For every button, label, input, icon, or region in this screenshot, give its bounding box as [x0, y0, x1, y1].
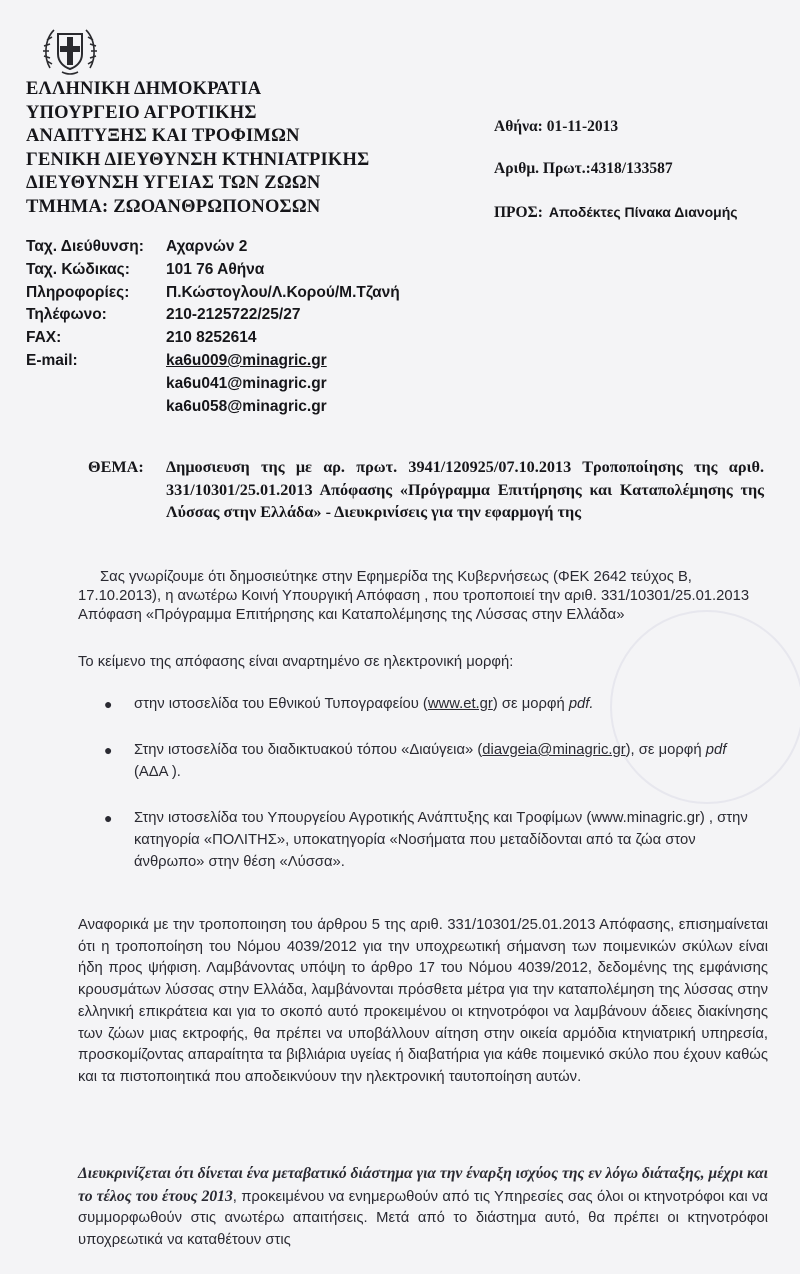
bullet-icon: ● — [104, 696, 113, 712]
transition-rest: , προκειμένου να ενημερωθούν από τις Υπηρεσίες σας όλοι οι κτηνοτρόφοι και να συμμορφωθούν στις ανωτέρω απαιτήσεις. Μετά από το διάστημα αυτό, θα πρέπει οι κτηνοτρόφοι υποχρεωτικά να καταθέτουν στις — [78, 1188, 768, 1249]
phone-value: 210-2125722/25/27 — [166, 306, 301, 324]
paragraph-availability: Το κείμενο της απόφασης είναι αναρτημένο σε ηλεκτρονική μορφή: — [78, 654, 514, 670]
fax-value: 210 8252614 — [166, 329, 257, 347]
postcode-value: 101 76 Αθήνα — [166, 260, 265, 278]
email-row-3 — [26, 396, 400, 419]
list-item: ● Στην ιστοσελίδα του διαδικτυακού τόπου «Διαύγεια» (diavgeia@minagric.gr), σε μορφή pdf (ΑΔΑ ). — [98, 739, 758, 783]
paragraph-transition — [78, 1163, 768, 1252]
header-line-2: ΥΠΟΥΡΓΕΙΟ ΑΓΡΟΤΙΚΗΣ — [26, 102, 257, 123]
phone-row — [26, 304, 400, 327]
subject-text: Δημοσιευση της με αρ. πρωτ. 3941/120925/07.10.2013 Τροποποίησης της αριθ. 331/10301/25.01.2013 Απόφασης «Πρόγραμμα Επιτήρησης και Καταπολέμησης της Λύσσας στην Ελλάδα» - Διευκρινίσεις για την εφαρμογή της — [166, 458, 764, 521]
address-value: Αχαρνών 2 — [166, 238, 248, 255]
subject-label: ΘΕΜΑ: — [88, 458, 144, 476]
paragraph-amendment: Αναφορικά με την τροποποιηση του άρθρου 5 της αριθ. 331/10301/25.01.2013 Απόφασης, επισημαίνεται ότι η τροποποίηση του Νόμου 4039/2012 για την υποχρεωτική σήμανση των ποιμενικών σκύλων είναι ήδη προς ψήφιση. Λαμβάνοντας υπόψη το άρθρο 17 του Νόμου 4039/2012, δεδομένης της εμφάνισης κρουσμάτων λύσσας στην Ελλάδα, λαμβάνονται πρόσθετα μέτρα για την καταπολέμηση της λύσσας στην ελληνική επικράτεια και για το σκοπό αυτό προκειμένου οι κτηνοτρόφοι να λαμβάνουν άδειες διακίνησης των ζώων μιας εκτροφής, θα πρέπει να υποβάλλουν αίτηση στην οικεία αρμόδια κτηνιατρική υπηρεσία, προσκομίζοντας απαραίτητα τα βιβλιάρια υγείας ή διαβατήρια για κάθε ποιμενικό σκύλο που έχουν καθώς και τα πιστοποιητικά που αποδεικνύουν την ηλεκτρονική ταυτοποίηση αυτών. — [78, 917, 768, 1085]
email-3: ka6u058@minagric.gr — [166, 397, 327, 415]
availability-list — [98, 693, 758, 897]
header-line-5: ΔΙΕΥΘΥΝΣΗ ΥΓΕΙΑΣ ΤΩΝ ΖΩΩΝ — [26, 173, 321, 193]
bullet-icon: ● — [104, 810, 113, 826]
paragraph-publication-text: Σας γνωρίζουμε ότι δημοσιεύτηκε στην Εφημερίδα της Κυβερνήσεως (ΦΕΚ 2642 τεύχος Β, 17.10.2013), η ανωτέρω Κοινή Υπουργική Απόφαση , που τροποποιεί την αριθ. 331/10301/25.01.2013 Απόφαση «Πρόγραμμα Επιτήρησης και Καταπολέμησης της Λύσσας στην Ελλάδα» — [78, 569, 750, 624]
paragraph-publication — [78, 568, 768, 626]
coat-of-arms-icon — [40, 20, 100, 80]
transition-emphasis: Διευκρινίζεται ότι δίνεται ένα μεταβατικό διάστημα για την έναρξη ισχύος της εν λόγω διάταξης, μέχρι και το τέλος του έτους 2013 — [78, 1165, 768, 1205]
list-item: ● στην ιστοσελίδα του Εθνικού Τυπογραφείου (www.et.gr) σε μορφή pdf. — [98, 693, 758, 715]
postcode-row — [26, 259, 400, 282]
email-link-1[interactable]: ka6u009@minagric.gr — [166, 351, 327, 369]
fax-label: FAX: — [26, 329, 62, 347]
info-value: Π.Κώστογλου/Λ.Κορού/Μ.Τζανή — [166, 283, 400, 301]
info-label: Πληροφορίες: — [26, 283, 130, 301]
header-line-6: ΤΜΗΜΑ: ΖΩΟΑΝΘΡΩΠΟΝΟΣΩΝ — [26, 196, 321, 217]
address-label: Ταχ. Διεύθυνση: — [26, 238, 144, 255]
issuing-authority — [26, 78, 466, 219]
recipient-value: Αποδέκτες Πίνακα Διανομής — [548, 204, 738, 220]
info-row — [26, 282, 400, 305]
email-2: ka6u041@minagric.gr — [166, 374, 327, 392]
protocol-number: Αριθμ. Πρωτ.:4318/133587 — [494, 160, 673, 177]
email-row-2 — [26, 373, 400, 396]
email-row — [26, 350, 400, 373]
list-item — [98, 807, 758, 873]
address-row — [26, 236, 400, 259]
recipient — [494, 204, 738, 222]
header-line-1: ΕΛΛΗΝΙΚΗ ΔΗΜΟΚΡΑΤΙΑ — [26, 79, 262, 99]
phone-label: Τηλέφωνο: — [26, 306, 107, 324]
header-line-4: ΓΕΝΙΚΗ ΔΙΕΥΘΥΝΣΗ ΚΤΗΝΙΑΤΡΙΚΗΣ — [26, 149, 370, 170]
document-date: Αθήνα: 01-11-2013 — [494, 118, 619, 135]
bullet-icon: ● — [104, 742, 113, 758]
diavgeia-link[interactable]: diavgeia@minagric.gr — [482, 742, 626, 758]
bullet-ministry-text: Στην ιστοσελίδα του Υπουργείου Αγροτικής Ανάπτυξης και Τροφίμων (www.minagric.gr) , στην κατηγορία «ΠΟΛΙΤΗΣ», υποκατηγορία «Νοσήματα που μεταδίδονται από τα ζώα στον άνθρωπο» στην θέση «Λύσσα». — [134, 810, 748, 870]
email-label: E-mail: — [26, 351, 78, 369]
postcode-label: Ταχ. Κώδικας: — [26, 260, 130, 278]
recipient-label: ΠΡΟΣ: — [494, 204, 543, 221]
fax-row — [26, 327, 400, 350]
contact-details — [26, 236, 400, 418]
header-line-3: ΑΝΑΠΤΥΞΗΣ ΚΑΙ ΤΡΟΦΙΜΩΝ — [26, 126, 300, 146]
subject-block — [88, 456, 764, 524]
et-gr-link[interactable]: www.et.gr — [427, 696, 493, 712]
